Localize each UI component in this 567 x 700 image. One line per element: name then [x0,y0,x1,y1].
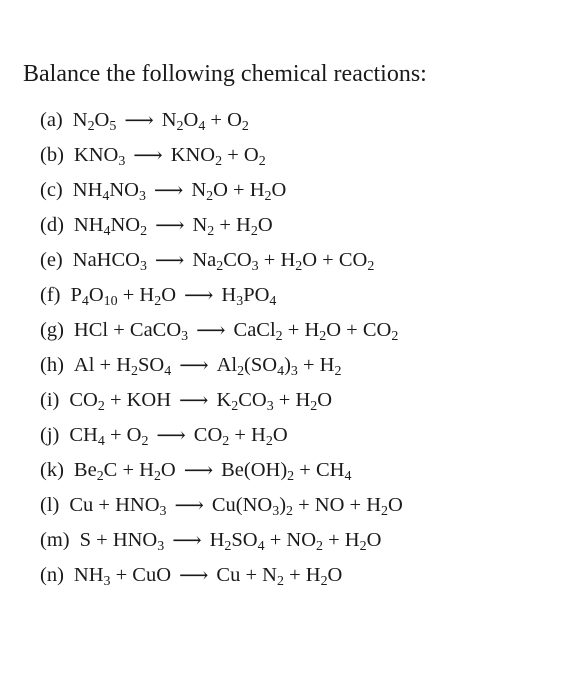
products: $CO_2 + H_2O$ [193,424,288,450]
reaction-arrow-icon: ⟶ [133,145,163,167]
products: $Cu(NO_3)_2$ + NO + $H_2O$ [211,494,403,520]
products: $H_3PO_4$ [221,284,277,310]
reaction-arrow-icon: ⟶ [154,250,185,272]
products: $Na_2CO_3 + H_2O + CO_2$ [192,249,375,275]
reaction-item [40,278,403,313]
products: $N_2O + H_2O$ [191,179,287,205]
reaction-arrow-icon: ⟶ [183,460,214,482]
reactants: $NH_3$ + CuO [73,564,172,590]
reaction-item [40,173,403,208]
reaction-item [40,418,403,453]
reactants: $S + HNO_3$ [79,529,165,555]
reaction-label: (i) [40,389,60,411]
reactants: $KNO_3$ [73,144,126,170]
reaction-arrow-icon: ⟶ [184,285,214,307]
products: $Cu + N_2 + H_2O$ [216,564,343,590]
reactants: HCl + CaCO$_3$ [73,319,189,345]
reaction-label: (d) [40,214,64,236]
reaction-arrow-icon: ⟶ [172,530,202,552]
reactants: NaHCO$_3$ [72,249,147,275]
reaction-arrow-icon: ⟶ [196,320,226,342]
reaction-item [40,453,403,488]
reaction-item [40,348,403,383]
reaction-item [40,208,403,243]
reaction-arrow-icon: ⟶ [156,425,186,447]
reactants: $CO_2$ + KOH [69,389,172,415]
page-heading: Balance the following chemical reactions: [23,61,427,87]
products: $KNO_2 + O_2$ [170,144,266,170]
reactants: $NH_4NO_3$ [72,179,146,205]
reaction-arrow-icon: ⟶ [179,390,209,412]
reaction-label: (c) [40,179,63,201]
reaction-label: (l) [40,494,60,516]
reaction-label: (f) [40,284,61,306]
reactants: $Cu + HNO_3$ [69,494,167,520]
reactants: $Be_2C + H_2O$ [73,459,176,485]
products: $K_2CO_3 + H_2O$ [216,389,333,415]
reaction-label: (h) [40,354,64,376]
products: $N_2 + H_2O$ [192,214,273,240]
reaction-item [40,383,403,418]
reaction-item [40,313,403,348]
reaction-item [40,488,403,523]
products: $H_2SO_4 + NO_2 + H_2O$ [209,529,382,555]
reaction-list [40,103,403,593]
reaction-arrow-icon: ⟶ [124,110,154,132]
products: CaCl$_2$ + $H_2O + CO_2$ [233,319,399,345]
reaction-item [40,103,403,138]
reaction-label: (j) [40,424,60,446]
reaction-item [40,558,403,593]
reaction-arrow-icon: ⟶ [155,215,185,237]
reaction-label: (b) [40,144,64,166]
products: $Al_2(SO_4)_3 + H_2$ [216,354,342,380]
reaction-item [40,138,403,173]
reaction-label: (a) [40,109,63,131]
reactants: $NH_4NO_2$ [73,214,148,240]
reaction-item [40,523,403,558]
reaction-arrow-icon: ⟶ [179,565,209,587]
reaction-label: (k) [40,459,64,481]
reaction-arrow-icon: ⟶ [153,180,184,202]
reactants: $N_2O_5$ [72,109,117,135]
reaction-item [40,243,403,278]
reaction-label: (e) [40,249,63,271]
products: $Be(OH)_2 + CH_4$ [221,459,352,485]
reactants: $P_4O_{10} + H_2O$ [70,284,177,310]
reaction-label: (m) [40,529,70,551]
reactants: $Al + H_2SO_4$ [73,354,172,380]
reaction-label: (n) [40,564,64,586]
reaction-label: (g) [40,319,64,341]
reaction-arrow-icon: ⟶ [179,355,209,377]
products: $N_2O_4 + O_2$ [161,109,249,135]
reactants: $CH_4 + O_2$ [69,424,149,450]
reaction-arrow-icon: ⟶ [174,495,204,517]
